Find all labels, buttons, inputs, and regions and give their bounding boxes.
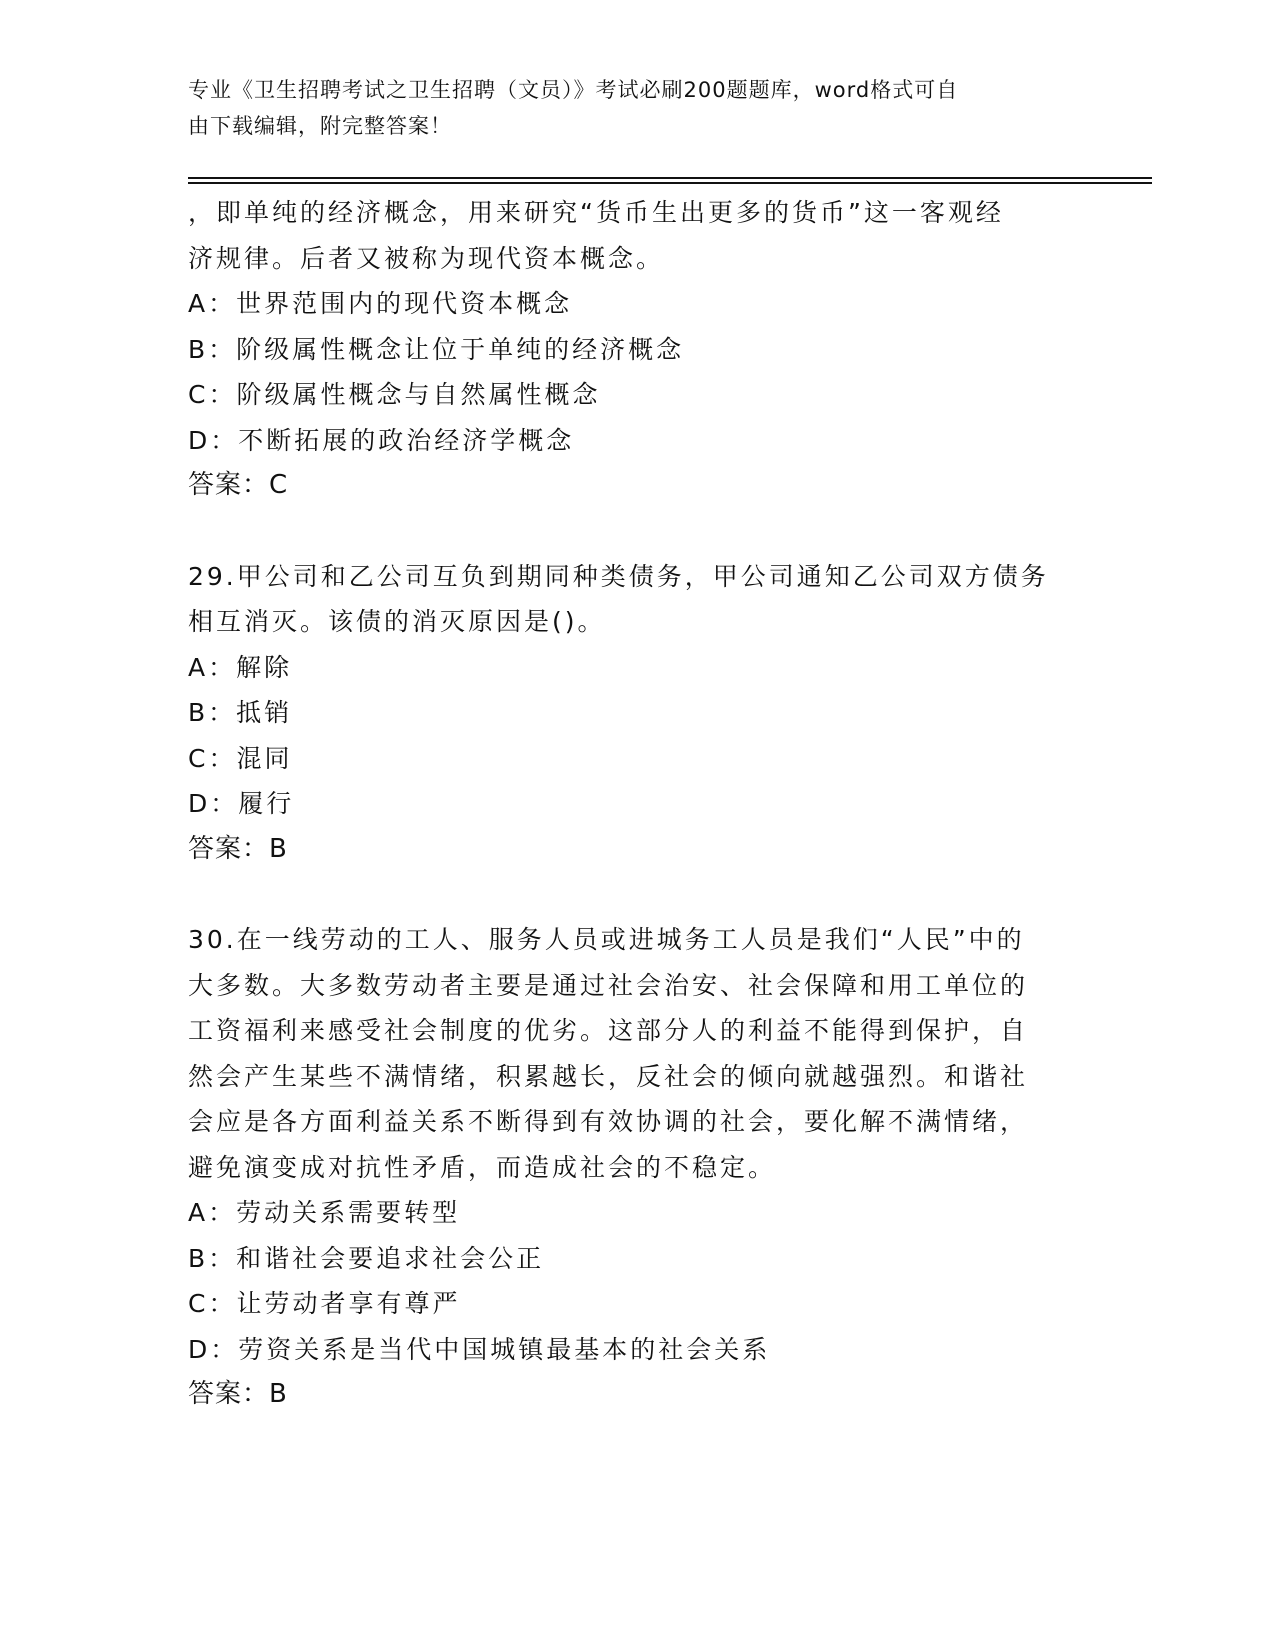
question-text-line: 会应是各方面利益关系不断得到有效协调的社会，要化解不满情绪， <box>188 1107 1029 1136</box>
option-b: B：抵销 <box>188 698 293 727</box>
question-text-line: 工资福利来感受社会制度的优劣。这部分人的利益不能得到保护，自 <box>188 1016 1029 1045</box>
header-line-1: 专业《卫生招聘考试之卫生招聘（文员）》考试必刷200题题库，word格式可自 <box>188 78 959 102</box>
answer-line: 答案：B <box>188 833 288 864</box>
option-d: D：履行 <box>188 789 295 818</box>
question-text-line: 避免演变成对抗性矛盾，而造成社会的不稳定。 <box>188 1152 777 1182</box>
option-c: C：混同 <box>188 743 293 773</box>
option-a: A：劳动关系需要转型 <box>188 1198 461 1227</box>
option-a: A：解除 <box>188 652 293 682</box>
option-d: D：不断拓展的政治经济学概念 <box>188 425 575 455</box>
option-c: C：让劳动者享有尊严 <box>188 1289 461 1318</box>
answer-line: 答案：B <box>188 1379 288 1409</box>
option-a: A：世界范围内的现代资本概念 <box>188 289 573 318</box>
question-30 <box>188 917 1088 1418</box>
option-b: B：阶级属性概念让位于单纯的经济概念 <box>188 334 685 364</box>
question-28 <box>188 190 1088 509</box>
answer-line: 答案：C <box>188 470 289 500</box>
option-c: C：阶级属性概念与自然属性概念 <box>188 380 601 409</box>
header-divider-top <box>188 177 1152 179</box>
document-header <box>188 72 1068 144</box>
spacer <box>188 509 1088 554</box>
question-text-line: 然会产生某些不满情绪，积累越长，反社会的倾向就越强烈。和谐社 <box>188 1061 1029 1091</box>
question-text-line: ，即单纯的经济概念，用来研究“货币生出更多的货币”这一客观经 <box>188 198 1004 227</box>
header-divider-bottom <box>188 182 1152 184</box>
question-29 <box>188 554 1088 873</box>
spacer <box>188 872 1088 917</box>
question-text-line: 济规律。后者又被称为现代资本概念。 <box>188 243 665 273</box>
option-b: B：和谐社会要追求社会公正 <box>188 1243 545 1273</box>
question-text-line: 30.在一线劳动的工人、服务人员或进城务工人员是我们“人民”中的 <box>188 925 1025 954</box>
option-d: D：劳资关系是当代中国城镇最基本的社会关系 <box>188 1334 771 1364</box>
question-text-line: 29.甲公司和乙公司互负到期同种类债务，甲公司通知乙公司双方债务 <box>188 561 1049 591</box>
header-line-2: 由下载编辑，附完整答案！ <box>188 114 452 138</box>
document-body <box>188 190 1088 1418</box>
question-text-line: 大多数。大多数劳动者主要是通过社会治安、社会保障和用工单位的 <box>188 970 1029 1000</box>
question-text-line: 相互消灭。该债的消灭原因是()。 <box>188 607 606 636</box>
